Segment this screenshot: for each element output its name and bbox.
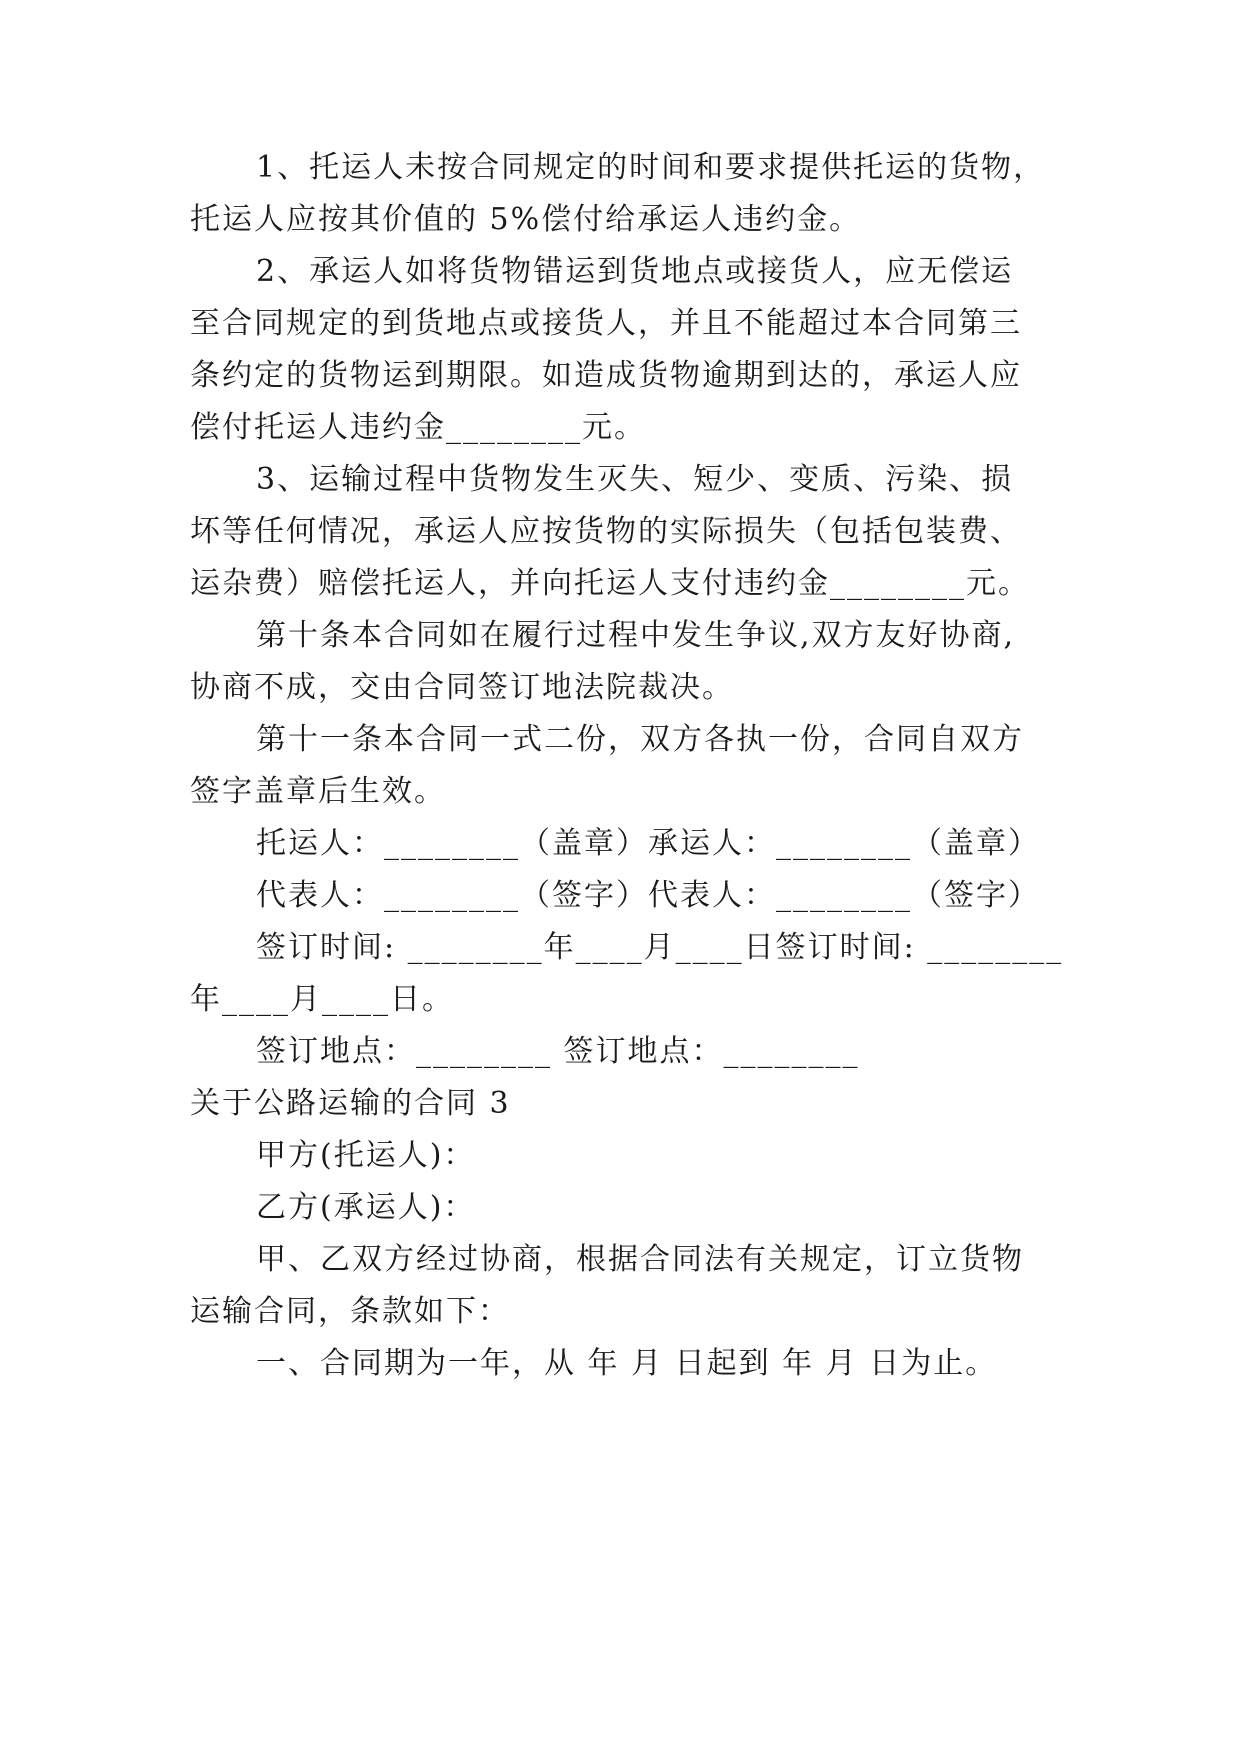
signature-line-representative: 代表人：________（签字）代表人：________（签字） <box>256 878 1040 913</box>
paragraph-line: 条约定的货物运到期限。如造成货物逾期到达的，承运人应 <box>190 358 1022 393</box>
signing-place-line: 签订地点：________ 签订地点：________ <box>256 1034 860 1069</box>
paragraph-line: 托运人应按其价值的 5%偿付给承运人违约金。 <box>190 202 862 237</box>
party-a-line: 甲方(托运人)： <box>256 1138 476 1173</box>
paragraph-line: 坏等任何情况，承运人应按货物的实际损失（包括包装费、 <box>190 514 1022 549</box>
paragraph-line: 签字盖章后生效。 <box>190 774 446 809</box>
paragraph-line: 2、承运人如将货物错运到货地点或接货人，应无偿运 <box>256 254 1014 289</box>
paragraph-line: 第十条本合同如在履行过程中发生争议,双方友好协商, <box>256 618 1016 653</box>
paragraph-line: 甲、乙双方经过协商，根据合同法有关规定，订立货物 <box>256 1242 1024 1277</box>
signing-date-line: 签订时间: ________年____月____日签订时间: ________ <box>256 930 1064 965</box>
paragraph-line: 运杂费）赔偿托运人，并向托运人支付违约金________元。 <box>190 566 1030 601</box>
signing-date-line-cont: 年____月____日。 <box>190 982 454 1017</box>
paragraph-line: 3、运输过程中货物发生灭失、短少、变质、污染、损 <box>256 462 1014 497</box>
paragraph-line: 一、合同期为一年，从 年 月 日起到 年 月 日为止。 <box>256 1346 998 1381</box>
section-title: 关于公路运输的合同 3 <box>190 1086 511 1121</box>
paragraph-line: 第十一条本合同一式二份，双方各执一份，合同自双方 <box>256 722 1024 757</box>
paragraph-line: 协商不成，交由合同签订地法院裁决。 <box>190 670 734 705</box>
paragraph-line: 1、托运人未按合同规定的时间和要求提供托运的货物， <box>256 150 1046 185</box>
paragraph-line: 至合同规定的到货地点或接货人，并且不能超过本合同第三 <box>190 306 1022 341</box>
signature-line-shipper: 托运人：________（盖章）承运人：________（盖章） <box>256 826 1040 861</box>
party-b-line: 乙方(承运人)： <box>256 1190 476 1225</box>
paragraph-line: 运输合同，条款如下： <box>190 1294 510 1329</box>
paragraph-line: 偿付托运人违约金________元。 <box>190 410 646 445</box>
